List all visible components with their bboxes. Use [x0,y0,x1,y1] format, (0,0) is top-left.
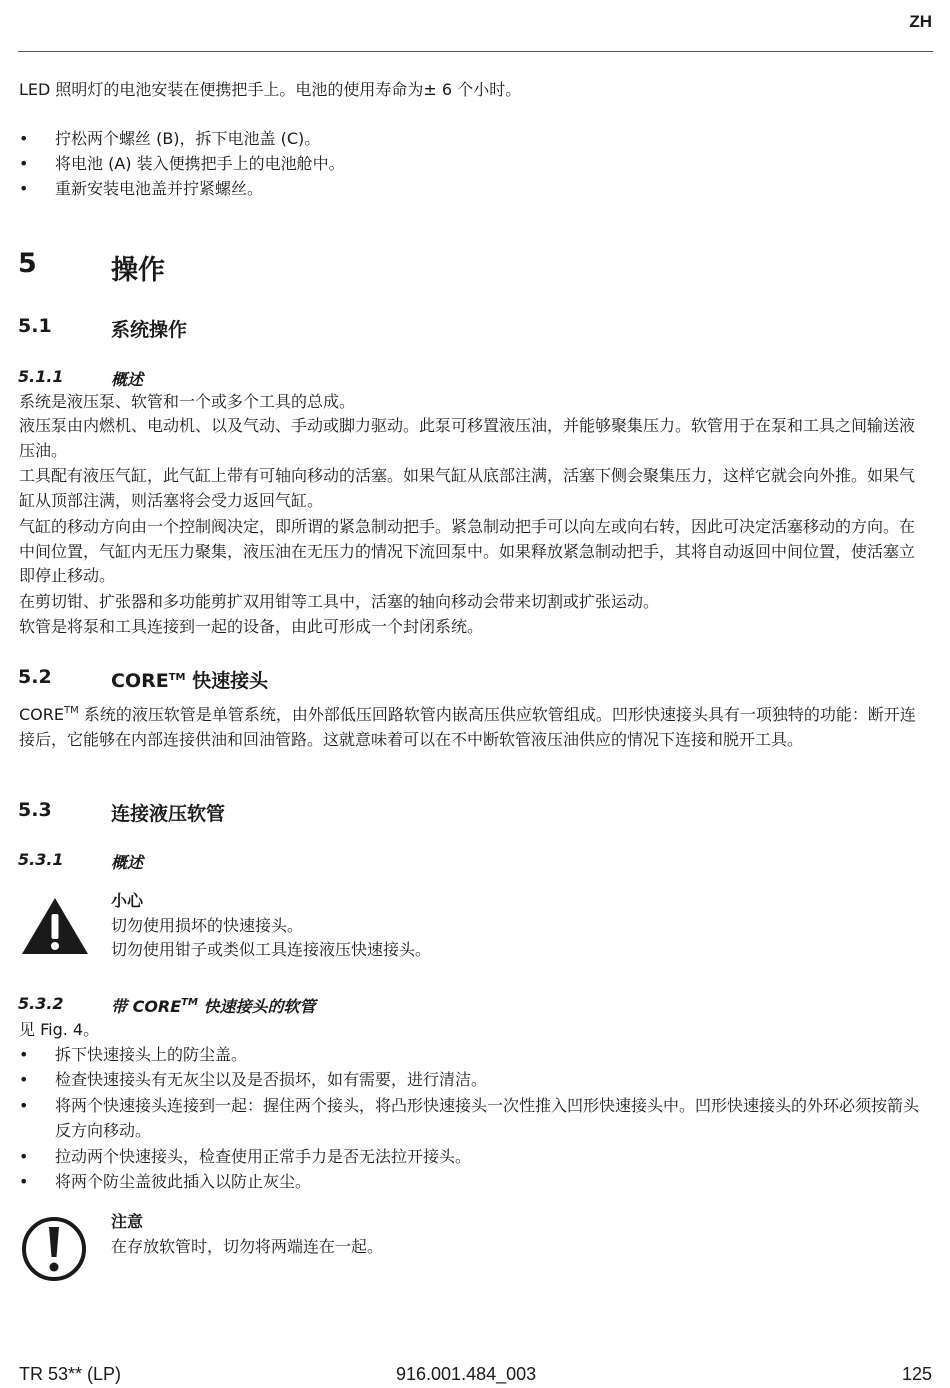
language-code: ZH [909,12,932,31]
notice-block [111,1210,911,1259]
header-rule [18,51,933,52]
paragraph: 气缸的移动方向由一个控制阀决定，即所谓的紧急制动把手。紧急制动把手可以向左或向右转，因此可决定活塞移动的方向。在中间位置，气缸内无压力聚集，液压油在无压力的情况下流回泵中。如果释放紧急制动把手，其将自动返回中间位置，使活塞立即停止移动。 [19,517,916,585]
manual-page: ZH LED 照明灯的电池安装在便携把手上。电池的使用寿命为± 6 个小时。 • 拧松两个螺丝 (B)，拆下电池盖 (C)。 • 将电池 (A) 装入便携把手上的电池舱中。 • 重新安装电池盖并拧紧螺丝。 5 操作 5.1 系统操作 5.1.1 概述 系统是液压泵、软管和一个或多个工具的总成。 液压泵由内燃机、电动机、以及气动、手动或脚力驱动。此泵可移置液压油，并能够聚集压力。软管用于在泵和工具之间输送液压油。 工具配有液压气缸，此气缸上带有可轴向移动的活塞。如果气缸从底部注满，活塞下侧会聚集压力，这样它就会向外推。如果气缸从顶部注满，则活塞将会受力返回气缸。 气缸的移动方向由一个控制阀决定，即所谓的紧急制动把手。紧急制动把手可以向左或向右转，因此可决定活塞移动的方向。在中间位置，气缸内无压力聚集，液压油在无压力的情况下流回泵中。如果释放紧急制动把手，其将自动返回中间位置，使活塞立即停止移动。 在剪切钳、扩张器和多功能剪扩双用钳等工具中，活塞的轴向移动会带来切割或扩张运动。 软管是将泵和工具连接到一起的设备，由此可形成一个封闭系统。 5.2 CORE™ 快速接头 CORE™ 系统的液压软管是单管系统，由外部低压回路软管内嵌高压供应软管组成。凹形快速接头具有一项独特的功能：断开连接后，它能够在内部连接供油和回油管路。这就意味着可以在不中断软管液压油供应的情况下连接和脱开工具。 5.3 连接液压软管 5.3.1 概述 小心 切勿使用损坏的快速接头。 切勿使用钳子或类似工具连接液压快速接头。 5.3.2 带 CORE™ 快速接头的软管 见 Fig. 4。 • 拆下快速接头上的防尘盖。 • 检查快速接头有无灰尘以及是否损坏，如有需要，进行清洁。 • 将两个快速接头连接到一起：握住两个接头，将凸形快速接头一次性推入凹形快速接头中。凹形快速接头的外环必须按箭头反方向移动。 • 拉动两个快速接头，检查使用正常手力是否无法拉开接头。 • 将两个防尘盖彼此插入以防止灰尘。 注意 在存放软管时，切勿将两端连在一起。 TR 53** (LP) 916.001.484_003 125 [18,12,932,1384]
paragraph: 在剪切钳、扩张器和多功能剪扩双用钳等工具中，活塞的轴向移动会带来切割或扩张运动。 [19,592,660,611]
paragraph: 液压泵由内燃机、电动机、以及气动、手动或脚力驱动。此泵可移置液压油，并能够聚集压力。软管用于在泵和工具之间输送液压油。 [19,416,916,460]
footer-model: TR 53** (LP) [19,1364,122,1384]
caution-notice [111,889,911,963]
page-number: 125 [901,1364,932,1384]
paragraph: 软管是将泵和工具连接到一起的设备，由此可形成一个封闭系统。 [19,617,484,636]
notice-line: 在存放软管时，切勿将两端连在一起。 [111,1236,384,1256]
paragraph: 系统是液压泵、软管和一个或多个工具的总成。 [19,392,356,411]
warning-triangle-icon [20,896,90,956]
exclamation-circle-icon [20,1215,88,1283]
paragraph: 工具配有液压气缸，此气缸上带有可轴向移动的活塞。如果气缸从底部注满，活塞下侧会聚集压力，这样它就会向外推。如果气缸从顶部注满，则活塞将会受力返回气缸。 [19,466,916,510]
notice-title: 注意 [111,1212,144,1231]
caution-line: 切勿使用损坏的快速接头。 [111,915,304,935]
battery-info-line: LED 照明灯的电池安装在便携把手上。电池的使用寿命为± 6 个小时。 [19,80,522,99]
caution-line: 切勿使用钳子或类似工具连接液压快速接头。 [111,940,432,959]
caution-title: 小心 [111,891,144,910]
core-description: CORE™ 系统的液压软管是单管系统，由外部低压回路软管内嵌高压供应软管组成。凹形快速接头具有一项独特的功能：断开连接后，它能够在内部连接供油和回油管路。这就意味着可以在不中断软管液压油供应的情况下连接和脱开工具。 [19,705,916,749]
figure-reference: 见 Fig. 4。 [19,1020,100,1039]
footer-doc-number: 916.001.484_003 [396,1364,537,1384]
